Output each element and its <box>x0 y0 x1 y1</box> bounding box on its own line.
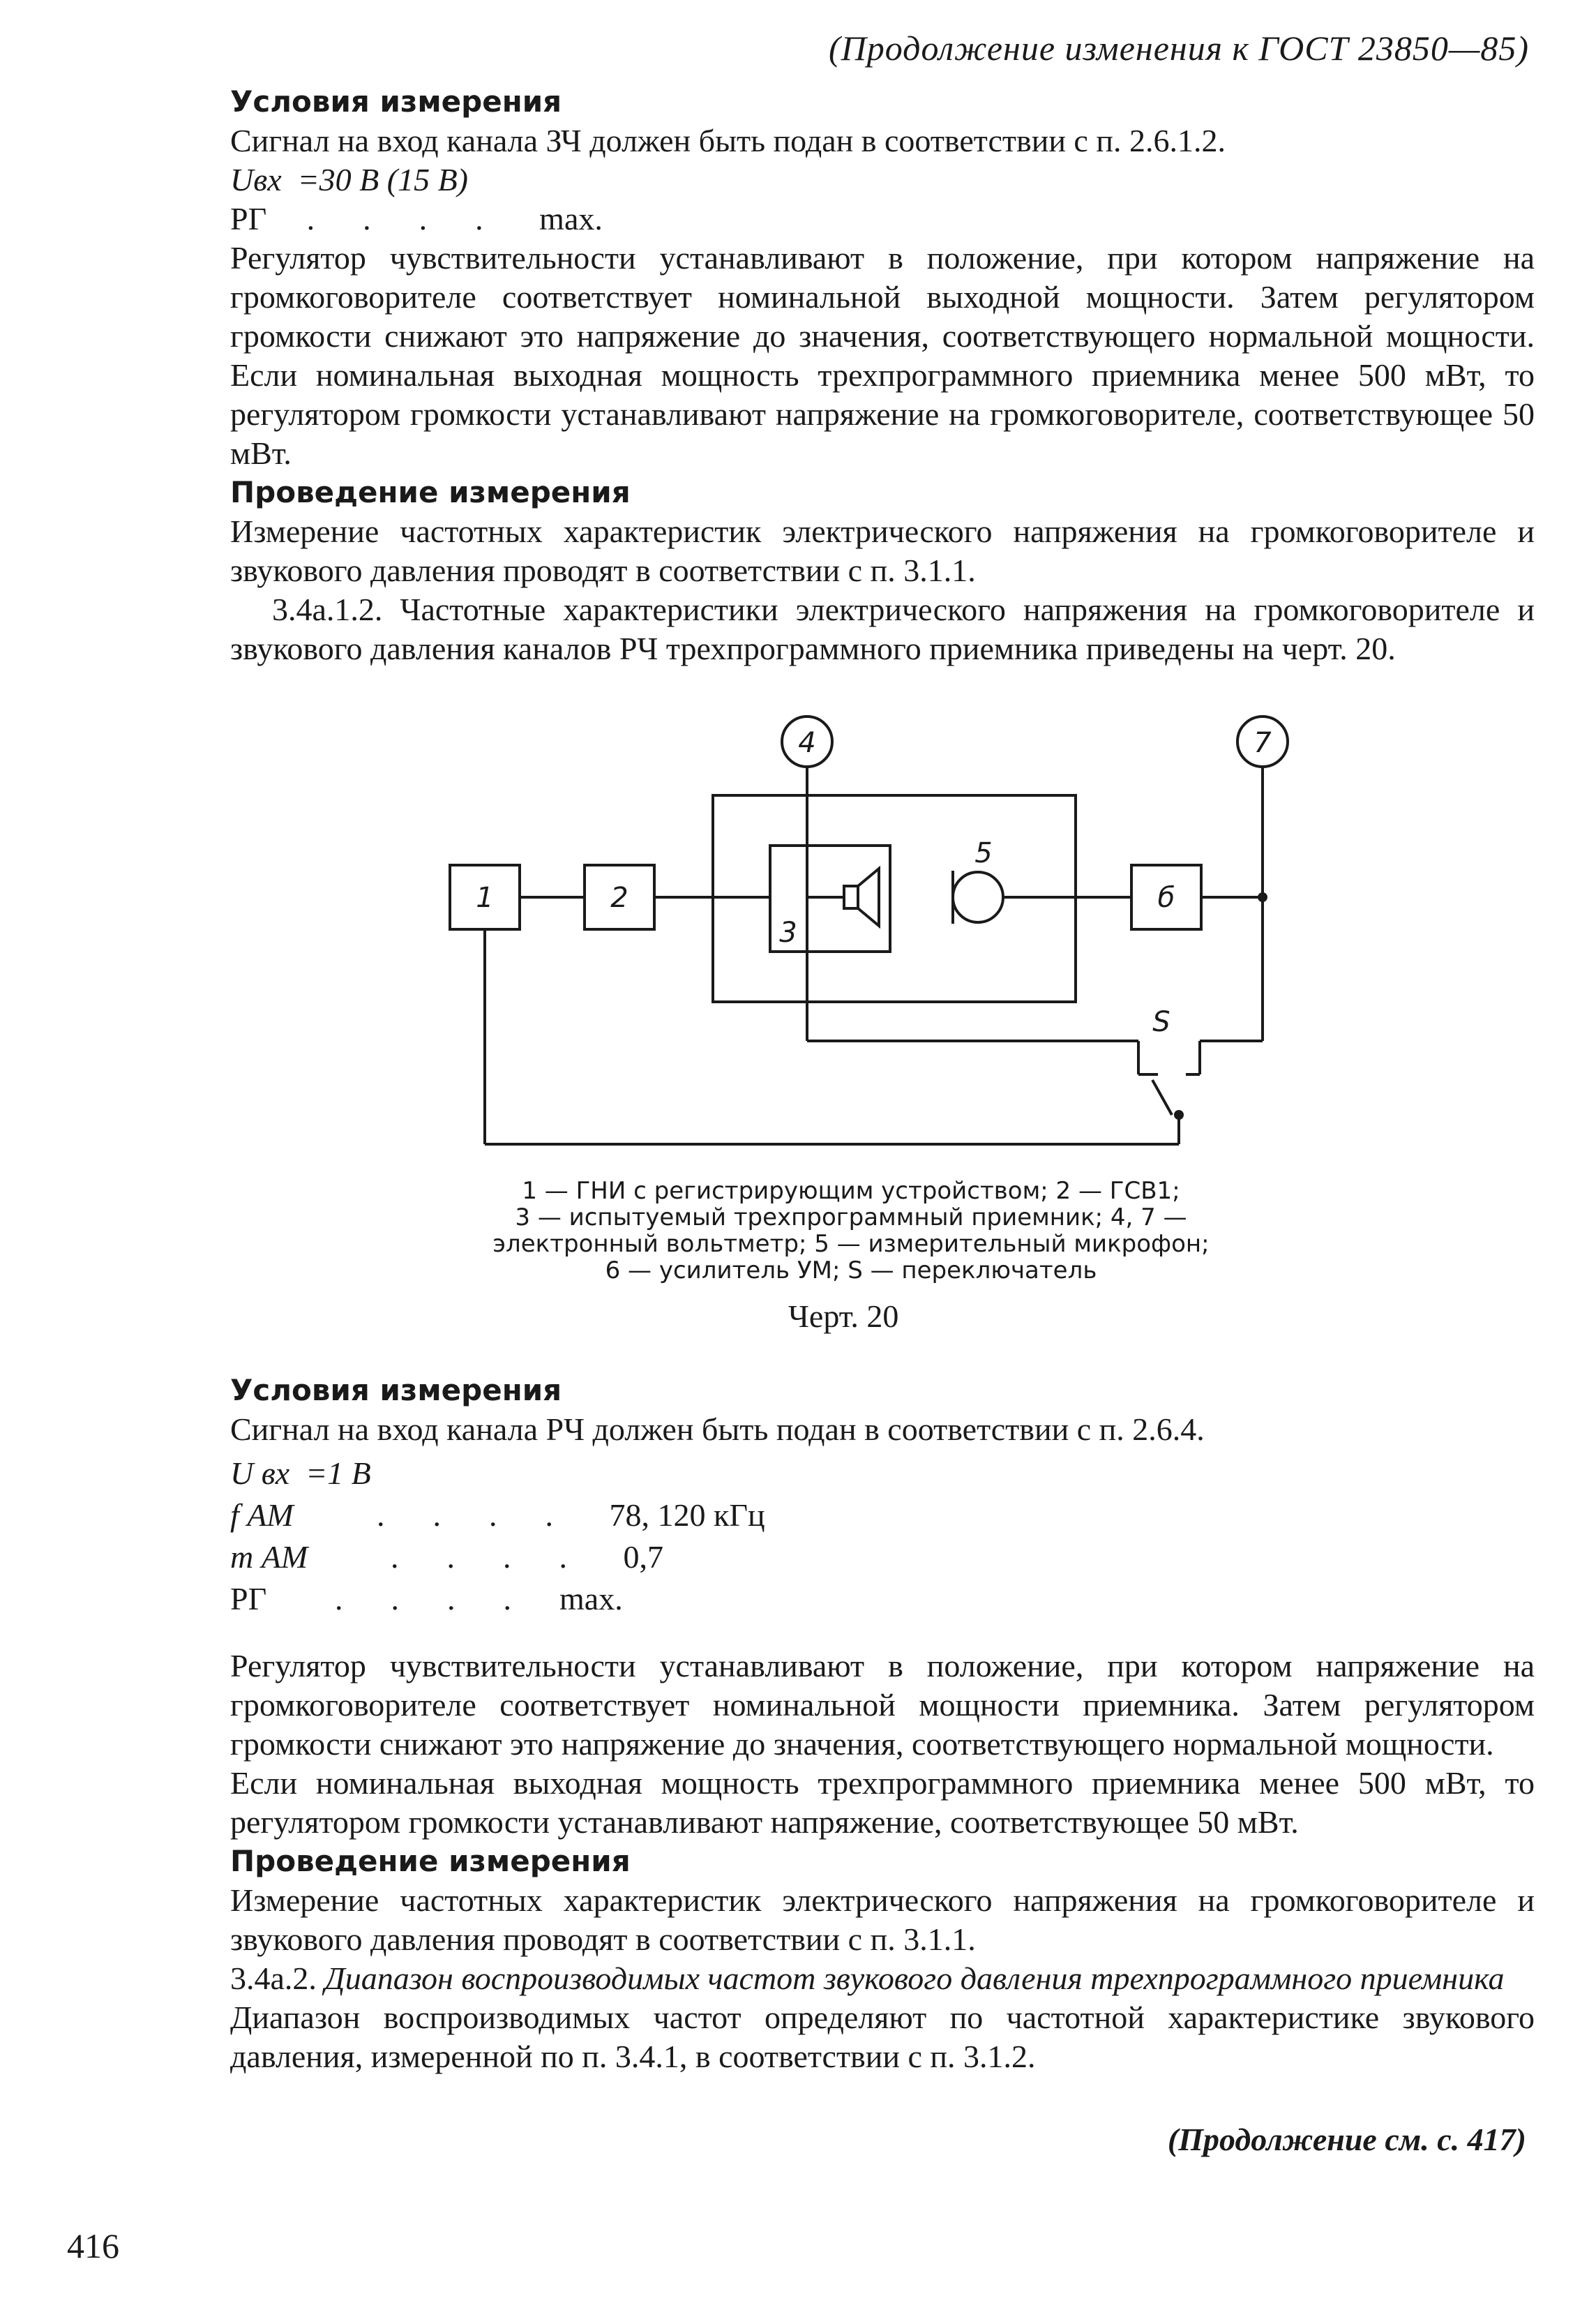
label-meter-4: 4 <box>798 727 816 759</box>
section2-para4: Диапазон воспроизводимых частот определяют по частотной характеристике звукового давления, измеренной по п. 3.4.1, в соответствии с п. 3.1.2. <box>230 2000 1535 2074</box>
label-block-1: 1 <box>476 882 494 914</box>
section2-param-rg-value: . . . . max. <box>335 1581 623 1617</box>
section1-line1: Сигнал на вход канала ЗЧ должен быть подан в соответствии с п. 2.6.1.2. <box>230 123 1226 158</box>
section2-para3-title: Диапазон воспроизводимых частот звукового давления трехпрограммного приемника <box>324 1960 1505 1996</box>
label-mic-5: 5 <box>974 837 993 869</box>
section2-line1: Сигнал на вход канала РЧ должен быть подан в соответствии с п. 2.6.4. <box>230 1411 1205 1447</box>
section2-heading2: Проведение измерения <box>230 1844 631 1878</box>
section1-param-u: Uвх =30 В (15 В) <box>230 162 468 197</box>
label-meter-7: 7 <box>1254 727 1272 759</box>
label-block-3: 3 <box>779 917 797 949</box>
section2-param-m-name: m АМ <box>230 1539 308 1575</box>
label-block-2: 2 <box>610 882 628 914</box>
section1-heading: Условия измерения <box>230 84 562 119</box>
section2-param-f-name: f АМ <box>230 1497 294 1533</box>
section2-param-u: U вх =1 В <box>230 1455 371 1491</box>
label-switch: S <box>1152 1006 1170 1038</box>
caption-line3: электронный вольтметр; 5 — измерительный микрофон; <box>492 1230 1210 1258</box>
header-continuation: (Продолжение изменения к ГОСТ 23850—85) <box>829 29 1529 68</box>
figure-label: Черт. 20 <box>788 1298 899 1334</box>
section1-param-rg: РГ . . . . max. <box>230 201 603 237</box>
section2-heading: Условия измерения <box>230 1373 562 1407</box>
section2-para3-num: 3.4а.2. <box>230 1960 317 1996</box>
section2-body <box>230 1647 1535 2076</box>
section2-para2: Измерение частотных характеристик электрического напряжения на громкоговорителе и звукового давления проводят в соответствии с п. 3.1.1. <box>230 1882 1535 1957</box>
section2-para-b: Если номинальная выходная мощность трехпрограммного приемника менее 500 мВт, то регулятором громкости устанавливают напряжение, соответствующее 50 мВт. <box>230 1765 1535 1840</box>
section1-para3: 3.4а.1.2. Частотные характеристики электрического напряжения на громкоговорителе и звукового давления каналов РЧ трехпрограммного приемника приведены на черт. 20. <box>230 592 1535 666</box>
caption-line1: 1 — ГНИ с регистрирующим устройством; 2 — ГСВ1; <box>522 1177 1180 1205</box>
section1-para2: Измерение частотных характеристик электрического напряжения на громкоговорителе и звукового давления проводят в соответствии с п. 3.1.1. <box>230 513 1535 588</box>
caption-line2: 3 — испытуемый трехпрограммный приемник; 4, 7 — <box>515 1203 1187 1231</box>
section2-para3 <box>230 1959 1535 1998</box>
caption-line4: 6 — усилитель УМ; S — переключатель <box>605 1257 1097 1284</box>
section2-param-m-value: . . . . 0,7 <box>391 1539 663 1575</box>
label-block-6: б <box>1157 882 1175 914</box>
section1-heading2: Проведение измерения <box>230 475 631 509</box>
figure-caption <box>391 1178 1311 1284</box>
section2-para: Регулятор чувствительности устанавливают в положение, при котором напряжение на громкоговорителе соответствует номинальной мощности приемника. Затем регулятором громкости снижают это напряжение до значения, соответствующего нормальной мощности. <box>230 1648 1535 1762</box>
switch-blade <box>1152 1080 1172 1115</box>
section2 <box>230 1371 1535 1449</box>
section2-param-f-value: . . . . 78, 120 кГц <box>377 1497 765 1533</box>
section1-para: Регулятор чувствительности устанавливают в положение, при котором напряжение на громкоговорителе соответствует номинальной выходной мощности. Затем регулятором громкости снижают это напряжение до значения, соответствующего нормальной мощности. Если номинальная выходная мощность трехпрограммного приемника менее 500 мВт, то регулятором громкости устанавливают напряжение на громкоговорителе, соответствующее 50 мВт. <box>230 240 1535 471</box>
microphone-5 <box>953 872 1003 922</box>
section2-param-rg-name: РГ <box>230 1581 267 1617</box>
page-number: 416 <box>67 2226 119 2265</box>
footer-continuation: (Продолжение см. с. 417) <box>1167 2122 1526 2157</box>
